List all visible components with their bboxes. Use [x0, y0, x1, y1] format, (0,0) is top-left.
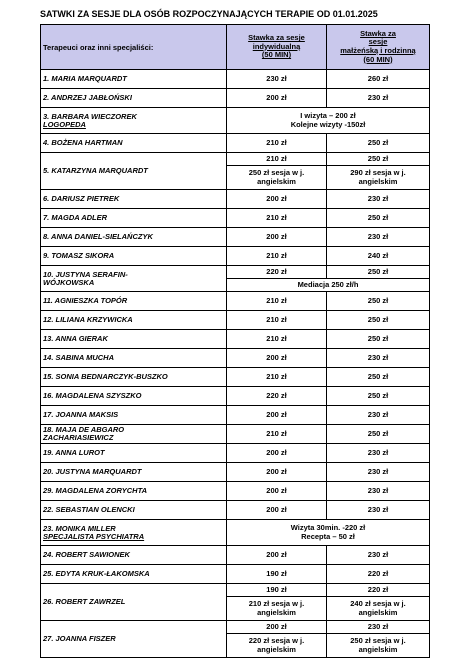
individual-rate: 200 zł: [227, 463, 327, 482]
therapist-name: [41, 134, 227, 153]
couple-rate: 260 zł: [327, 70, 430, 89]
therapist-name: [41, 89, 227, 108]
header-couple-line2: sesje: [368, 37, 388, 47]
therapist-name: [41, 520, 227, 546]
cell-line: 210 zł sesja w j.: [248, 599, 305, 609]
couple-rate: 230 zł: [327, 444, 430, 463]
therapist-name-line1: 7. MAGDA ADLER: [43, 213, 108, 223]
therapist-name-line1: 2. ANDRZEJ JABŁOŃSKI: [43, 93, 132, 103]
therapist-name: [41, 406, 227, 425]
header-couple-line1: Stawka za: [360, 28, 396, 38]
therapist-name-line1: 24. ROBERT SAWIONEK: [43, 550, 130, 560]
individual-rate: 210 zł: [227, 292, 327, 311]
individual-rate-english: [227, 166, 327, 190]
therapist-name: [41, 501, 227, 520]
therapist-name: [41, 368, 227, 387]
therapist-name: [41, 425, 227, 444]
couple-rate: 230 zł: [327, 546, 430, 565]
table-row: [41, 387, 430, 406]
individual-rate: 210 zł: [227, 247, 327, 266]
therapist-name-line2: LOGOPEDA: [43, 119, 86, 129]
individual-rate: 200 zł: [227, 501, 327, 520]
table-row: [41, 621, 430, 634]
individual-rate: 200 zł: [227, 190, 327, 209]
couple-rate: 230 zł: [327, 501, 430, 520]
therapist-name-line1: 6. DARIUSZ PIETREK: [43, 194, 120, 204]
header-individual-line2: indywidualną: [252, 41, 301, 51]
therapist-name: [41, 565, 227, 584]
table-row: [41, 292, 430, 311]
couple-rate: 250 zł: [327, 425, 430, 444]
table-row: [41, 349, 430, 368]
cell-line: 250 zł sesja w j.: [350, 636, 406, 646]
table-row: [41, 108, 430, 134]
individual-rate: 220 zł: [227, 266, 327, 279]
table-row: [41, 520, 430, 546]
therapist-name-line2: SPECJALISTA PSYCHIATRA: [43, 531, 145, 541]
couple-rate: 250 zł: [327, 311, 430, 330]
individual-rate: 230 zł: [227, 70, 327, 89]
couple-rate: 220 zł: [327, 565, 430, 584]
header-couple-line3: małżeńską i rodzinną: [340, 46, 416, 55]
therapist-name-line1: 29. MAGDALENA ZORYCHTA: [43, 486, 148, 496]
cell-line: 220 zł sesja w j.: [248, 636, 305, 646]
therapist-name-line1: 19. ANNA LUROT: [43, 448, 105, 458]
table-row: [41, 153, 430, 166]
table-row: [41, 368, 430, 387]
table-row: [41, 584, 430, 597]
table-row: [41, 501, 430, 520]
therapist-name: [41, 209, 227, 228]
rates-table: [40, 24, 430, 658]
therapist-name-line1: 11. AGNIESZKA TOPÓR: [43, 296, 128, 306]
table-row: [41, 70, 430, 89]
couple-rate: 250 zł: [327, 330, 430, 349]
therapist-name: [41, 266, 227, 292]
table-row: [41, 330, 430, 349]
therapist-name: [41, 482, 227, 501]
therapist-name-line1: 13. ANNA GIERAK: [43, 334, 108, 344]
individual-rate: 190 zł: [227, 584, 327, 597]
therapist-name-line1: 12. LILIANA KRZYWICKA: [43, 315, 133, 325]
table-row: [41, 425, 430, 444]
therapist-name: [41, 190, 227, 209]
table-row: [41, 247, 430, 266]
couple-rate-english: [327, 597, 430, 621]
individual-rate: 200 zł: [227, 546, 327, 565]
therapist-name: [41, 228, 227, 247]
table-row: [41, 406, 430, 425]
couple-rate: 250 zł: [327, 153, 430, 166]
therapist-name-line1: 10. JUSTYNA SERAFIN-: [43, 269, 128, 279]
table-row: [41, 565, 430, 584]
individual-rate: 200 zł: [227, 444, 327, 463]
individual-rate: 220 zł: [227, 387, 327, 406]
therapist-name-line1: 16. MAGDALENA SZYSZKO: [43, 391, 142, 401]
individual-rate: 200 zł: [227, 621, 327, 634]
therapist-name-line1: 3. BARBARA WIECZOREK: [43, 111, 137, 121]
header-individual-rate: [227, 25, 327, 70]
page-title: SATWKI ZA SESJE DLA OSÓB ROZPOCZYNAJĄCYCH TERAPIE OD 01.01.2025: [40, 9, 378, 19]
couple-rate: 220 zł: [327, 584, 430, 597]
table-row: [41, 463, 430, 482]
individual-rate: 200 zł: [227, 349, 327, 368]
individual-rate-english: [227, 634, 327, 658]
therapist-name-line1: 25. EDYTA KRUK-ŁAKOMSKA: [43, 569, 150, 579]
couple-rate: 230 zł: [327, 228, 430, 247]
table-row: [41, 89, 430, 108]
cell-line: angielskim: [257, 607, 296, 617]
cell-line: Kolejne wizyty -150zł: [290, 119, 366, 129]
therapist-name: [41, 444, 227, 463]
couple-rate: 240 zł: [327, 247, 430, 266]
table-row: [41, 311, 430, 330]
therapist-name-line1: 20. JUSTYNA MARQUARDT: [43, 467, 142, 477]
therapist-name: [41, 292, 227, 311]
cell-line: 240 zł sesja w j.: [350, 599, 406, 609]
table-row: [41, 190, 430, 209]
individual-rate: 210 zł: [227, 311, 327, 330]
individual-rate-english: [227, 597, 327, 621]
therapist-name: [41, 153, 227, 190]
cell-line: angielskim: [358, 176, 398, 186]
therapist-name-line1: 14. SABINA MUCHA: [43, 353, 114, 363]
couple-rate: 250 zł: [327, 209, 430, 228]
table-row: [41, 482, 430, 501]
header-individual-line1: Stawka za sesje: [248, 33, 305, 43]
individual-rate: 210 zł: [227, 209, 327, 228]
cell-line: 290 zł sesja w j.: [350, 168, 406, 178]
individual-rate: 200 zł: [227, 406, 327, 425]
therapist-name-line1: 17. JOANNA MAKSIS: [43, 410, 119, 420]
therapist-name: [41, 247, 227, 266]
therapist-name-line1: 22. SEBASTIAN OLENCKI: [43, 505, 135, 515]
cell-line: Wizyta 30min. -220 zł: [290, 522, 366, 532]
header-therapists: Terapeuci oraz inni specjaliści:: [41, 25, 227, 70]
couple-rate: 230 zł: [327, 621, 430, 634]
therapist-name: [41, 387, 227, 406]
therapist-name-line1: 4. BOŻENA HARTMAN: [43, 138, 123, 148]
therapist-name-line1: 26. ROBERT ZAWRZEL: [43, 597, 126, 607]
therapist-name-line1: 27. JOANNA FISZER: [43, 634, 116, 644]
couple-rate: 250 zł: [327, 266, 430, 279]
cell-line: angielskim: [358, 607, 398, 617]
header-individual-line3: (50 MIN): [261, 50, 292, 60]
therapist-name-line1: 18. MAJA DE ABGARO: [43, 425, 125, 435]
individual-rate: 200 zł: [227, 228, 327, 247]
therapist-name: [41, 584, 227, 621]
therapist-name: [41, 311, 227, 330]
individual-rate: 210 zł: [227, 153, 327, 166]
cell-line: 250 zł sesja w j.: [248, 168, 305, 178]
therapist-name: [41, 108, 227, 134]
merged-rate-cell: [227, 108, 430, 134]
therapist-name: [41, 70, 227, 89]
therapist-name: [41, 330, 227, 349]
therapist-name-line1: 8. ANNA DANIEL-SIELAŃCZYK: [43, 232, 153, 242]
therapist-name-line2: ZACHARIASIEWICZ: [43, 433, 114, 442]
couple-rate: 250 zł: [327, 368, 430, 387]
individual-rate: 210 zł: [227, 330, 327, 349]
couple-rate: 230 zł: [327, 482, 430, 501]
therapist-name-line2: WÓJKOWSKA: [43, 277, 95, 287]
cell-line: Recepta – 50 zł: [301, 531, 355, 541]
individual-rate: 210 zł: [227, 425, 327, 444]
cell-line: angielskim: [358, 644, 398, 654]
cell-line: I wizyta – 200 zł: [300, 110, 356, 120]
header-couple-rate: [327, 25, 430, 70]
couple-rate: 230 zł: [327, 89, 430, 108]
couple-rate: 250 zł: [327, 134, 430, 153]
therapist-name: [41, 349, 227, 368]
individual-rate: 190 zł: [227, 565, 327, 584]
merged-rate-cell: [227, 520, 430, 546]
therapist-name-line1: 1. MARIA MARQUARDT: [43, 74, 127, 84]
couple-rate: 230 zł: [327, 463, 430, 482]
therapist-name: [41, 463, 227, 482]
individual-rate: 200 zł: [227, 89, 327, 108]
table-row: [41, 209, 430, 228]
couple-rate: 250 zł: [327, 292, 430, 311]
table-row: [41, 546, 430, 565]
couple-rate: 230 zł: [327, 349, 430, 368]
cell-line: angielskim: [257, 176, 296, 186]
individual-rate: 210 zł: [227, 134, 327, 153]
therapist-name-line1: 9. TOMASZ SIKORA: [43, 251, 115, 261]
table-row: [41, 134, 430, 153]
couple-rate-english: [327, 166, 430, 190]
therapist-name-line1: 23. MONIKA MILLER: [43, 523, 116, 533]
therapist-name-line1: 5. KATARZYNA MARQUARDT: [43, 166, 148, 176]
table-row: [41, 266, 430, 279]
mediation-rate: Mediacja 250 zł/h: [227, 279, 430, 292]
couple-rate-english: [327, 634, 430, 658]
table-row: [41, 228, 430, 247]
couple-rate: 230 zł: [327, 190, 430, 209]
therapist-name: [41, 546, 227, 565]
individual-rate: 200 zł: [227, 482, 327, 501]
individual-rate: 210 zł: [227, 368, 327, 387]
couple-rate: 250 zł: [327, 387, 430, 406]
cell-line: angielskim: [257, 644, 296, 654]
therapist-name: [41, 621, 227, 658]
table-row: [41, 444, 430, 463]
header-couple-line4: (60 MIN): [363, 54, 393, 64]
couple-rate: 230 zł: [327, 406, 430, 425]
therapist-name-line1: 15. SONIA BEDNARCZYK-BUSZKO: [43, 372, 168, 382]
table-header-row: [41, 25, 430, 70]
